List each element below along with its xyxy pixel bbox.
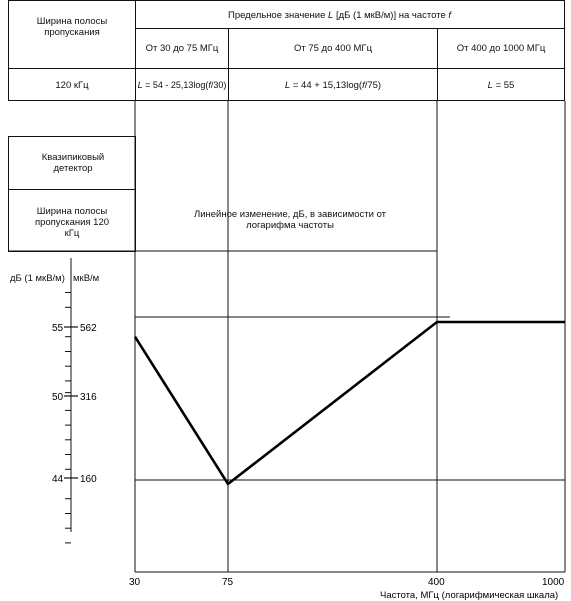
x-tick-400: 400	[428, 577, 445, 588]
range-label-1: От 30 до 75 МГц	[145, 43, 219, 54]
formula-1: L = 54 - 25,13log(f/30)	[137, 80, 227, 90]
x-tick-30: 30	[129, 577, 141, 588]
grid-lines	[8, 101, 565, 572]
uv-tick-562: 562	[80, 323, 97, 334]
range-label-3: От 400 до 1000 МГц	[456, 43, 546, 54]
formula-2: L = 44 + 15,13log(f/75)	[284, 80, 382, 91]
range-label-2: От 75 до 400 МГц	[293, 43, 373, 54]
x-axis-label: Частота, МГц (логарифмическая шкала)	[380, 590, 559, 601]
bandwidth-lower-label: Ширина полосы пропускания 120 кГц	[34, 206, 110, 239]
y-tick-55: 55	[52, 323, 64, 334]
limit-header: Предельное значение L [дБ (1 мкВ/м)] на частоте f	[228, 10, 452, 21]
uv-tick-160: 160	[80, 474, 97, 485]
uv-tick-316: 316	[80, 392, 97, 403]
y-tick-44: 44	[52, 474, 64, 485]
formula-3: L = 55	[487, 80, 515, 91]
bandwidth-header: Ширина полосы пропускания	[36, 16, 108, 38]
y-tick-50: 50	[52, 392, 64, 403]
y-axis-label-db: дБ (1 мкВ/м)	[10, 273, 65, 284]
bandwidth-value: 120 кГц	[55, 80, 89, 91]
y-axis-minor-ticks	[65, 293, 71, 543]
x-tick-75: 75	[222, 577, 234, 588]
limit-line	[135, 322, 565, 484]
x-tick-1000: 1000	[542, 577, 565, 588]
y-axis-label-uv: мкВ/м	[73, 273, 100, 284]
linear-note: Линейное изменение, дБ, в зависимости от логарифма частоты	[193, 209, 387, 231]
detector-label: Квазипиковый детектор	[41, 152, 105, 174]
